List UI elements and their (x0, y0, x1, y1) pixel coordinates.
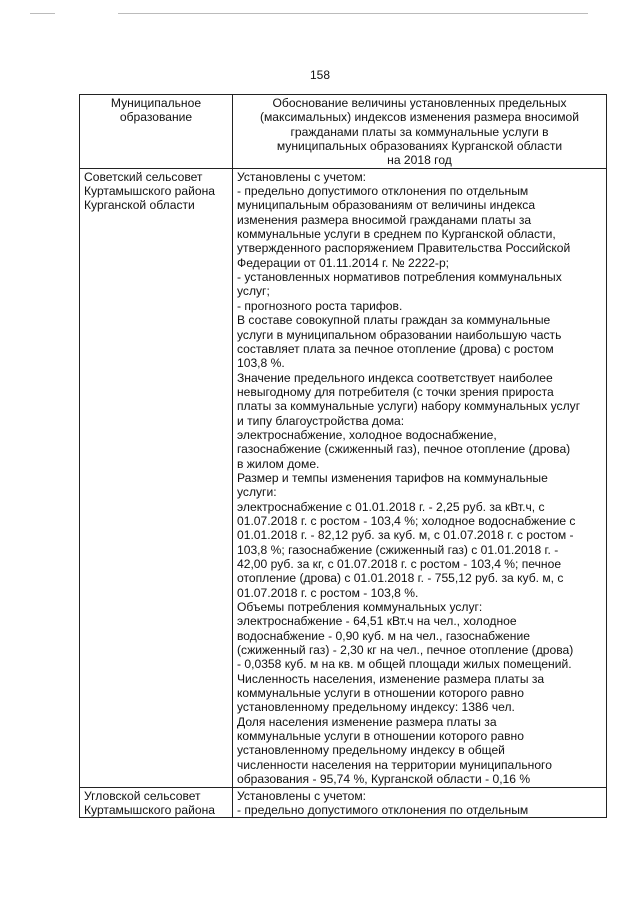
header-text-line: гражданами платы за коммунальные услуги в (290, 124, 549, 139)
municipality-cell (80, 168, 233, 787)
justification-text-line: услуги: (237, 485, 277, 500)
header-text-line: образование (119, 110, 193, 125)
justification-text-line: электроснабжение - 64,51 кВт.ч на чел., холодное (237, 614, 517, 629)
scan-artifact-line (30, 13, 55, 14)
municipality-name-line: Куртамышского района (84, 184, 216, 199)
justification-text-line: электроснабжение, холодное водоснабжение, (237, 427, 497, 442)
justification-text-line: Численность населения, изменение размера платы за (237, 671, 545, 686)
justification-cell (233, 787, 607, 818)
justification-text-line: в жилом доме. (237, 456, 320, 471)
justification-text-line: 103,8 %. (237, 356, 285, 371)
justification-text-line: утвержденного распоряжением Правительства Российской (237, 241, 571, 256)
justification-text-line: водоснабжение - 0,90 куб. м на чел., газоснабжение (237, 628, 530, 643)
justification-text-line: установленному предельному индексу: 1386 чел. (237, 700, 515, 715)
justification-text-line: невыгодному для потребителя (с точки зрения прироста (237, 384, 554, 399)
justification-text-line: Установлены с учетом: (237, 788, 366, 803)
justification-text-line: изменения размера вносимой гражданами платы за (237, 212, 532, 227)
municipality-name-line: Угловской сельсовет (84, 788, 201, 803)
justification-text-line: образования - 95,74 %, Курганской области - 0,16 % (237, 772, 531, 787)
justification-text-line: - предельно допустимого отклонения по отдельным (237, 802, 529, 817)
justification-text-line: 42,00 руб. за кг, с 01.07.2018 г. с ростом - 103,4 %; печное (237, 557, 562, 571)
justification-text-line: коммунальные услуги в среднем по Курганской области, (237, 227, 556, 242)
header-text-line: Муниципальное (110, 96, 202, 110)
municipality-name-line: Курганской области (84, 198, 195, 213)
justification-text-line: 01.01.2018 г. - 82,12 руб. за куб. м, с 01.07.2018 г. с ростом - (237, 528, 574, 543)
table-header-row (80, 95, 607, 169)
justification-text-line: (сжиженный газ) - 2,30 кг на чел., печное отопление (дрова) (237, 643, 574, 658)
justification-text-line: Доля населения изменение размера платы за (237, 714, 497, 729)
scan-artifact-line (118, 13, 588, 14)
header-municipality-cell (80, 95, 233, 169)
header-text-line: (максимальных) индексов изменения размера вносимой (259, 110, 580, 125)
justification-text-line: Объемы потребления коммунальных услуг: (237, 600, 483, 615)
justification-text-line: платы за коммунальные услуги) набору коммунальных услуг (237, 399, 581, 414)
justification-text-line: В составе совокупной платы граждан за коммунальные (237, 313, 551, 328)
justification-text-line: - установленных нормативов потребления коммунальных (237, 270, 562, 285)
justification-text-line: и типу благоустройства дома: (237, 413, 405, 428)
municipality-name-line: Куртамышского района (84, 802, 216, 817)
header-text-line: муниципальных образованиях Курганской области (276, 139, 563, 154)
justification-text-line: 01.07.2018 г. с ростом - 103,4 %; холодное водоснабжение с (237, 513, 576, 528)
header-text-line: на 2018 год (387, 153, 452, 168)
justification-text-line: Федерации от 01.11.2014 г. № 2222-р; (237, 255, 450, 270)
justification-text-line: - предельно допустимого отклонения по отдельным (237, 184, 529, 199)
justification-text-line: - прогнозного роста тарифов. (237, 298, 403, 313)
justification-text-line: коммунальные услуги в отношении которого равно (237, 686, 524, 701)
justification-text-line: электроснабжение с 01.01.2018 г. - 2,25 руб. за кВт.ч, с (237, 499, 545, 514)
justification-text-line: отопление (дрова) с 01.01.2018 г. - 755,12 руб. за куб. м, с (237, 571, 564, 586)
justification-text-line: Установлены с учетом: (237, 169, 366, 184)
municipality-cell (80, 787, 233, 818)
justification-text-line: газоснабжение (сжиженный газ), печное отопление (дрова) (237, 442, 571, 457)
justification-text-line: 103,8 %; газоснабжение (сжиженный газ) с 01.01.2018 г. - (237, 542, 559, 557)
table-row (80, 168, 607, 787)
header-text-line: Обоснование величины установленных предельных (272, 96, 567, 110)
tariff-index-table (79, 94, 607, 818)
justification-text-line: муниципальным образованиям от величины индекса (237, 198, 536, 213)
justification-text-line: Значение предельного индекса соответствует наиболее (237, 370, 553, 385)
municipality-name-line: Советский сельсовет (84, 169, 203, 184)
justification-cell (233, 168, 607, 787)
justification-text-line: установленному предельному индексу в общей (237, 743, 505, 758)
table-row (80, 787, 607, 818)
justification-text-line: услуги в муниципальном образовании наибольшую часть (237, 327, 562, 342)
header-justification-cell (233, 95, 607, 169)
page-number: 158 (309, 68, 331, 82)
justification-text-line: составляет плата за печное отопление (дрова) с ростом (237, 341, 554, 356)
justification-text-line: Размер и темпы изменения тарифов на коммунальные (237, 470, 548, 485)
justification-text-line: коммунальные услуги в отношении которого равно (237, 729, 524, 744)
justification-text-line: численности населения на территории муниципального (237, 757, 552, 772)
justification-text-line: услуг; (237, 284, 270, 299)
justification-text-line: - 0,0358 куб. м на кв. м общей площади жилых помещений. (237, 657, 572, 672)
justification-text-line: 01.07.2018 г. с ростом - 103,8 %. (237, 585, 419, 600)
